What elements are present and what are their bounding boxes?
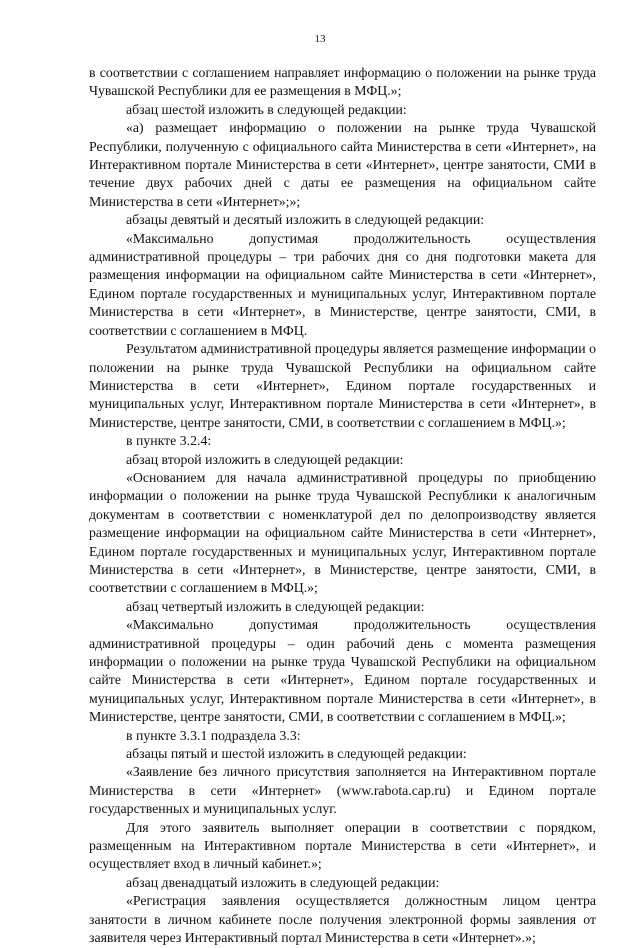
paragraph: «Регистрация заявления осуществляется должностным лицом центра занятости в личном кабинете после получения электронной формы заявления от заявителя через Интерактивный портал Министерства в сети «Интернет».»; xyxy=(89,893,596,946)
paragraph: «Основанием для начала административной процедуры по приобщению информации о положении на рынке труда Чувашской Республики к аналогичным документам в соответствии с номенклатурой дел по делопроизводству является размещение информации на официальном сайте Министерства в сети «Интернет», Едином портале государственных и муниципальных услуг, Интерактивном портале Министерства в сети «Интернет», в Министерстве, центре занятости, СМИ, в соответствии с соглашением в МФЦ.»; xyxy=(89,469,596,596)
paragraph: «а) размещает информацию о положении на рынке труда Чувашской Республики, полученную с официального сайта Министерства в сети «Интернет», на Интерактивном портале Министерства в сети «Интернет», центре занятости, СМИ в течение двух рабочих дней с даты ее размещения на официальном сайте Министерства в сети «Интернет»;»; xyxy=(89,120,596,209)
paragraph: в пункте 3.2.4: xyxy=(126,433,212,449)
paragraph: абзацы пятый и шестой изложить в следующей редакции: xyxy=(126,746,467,762)
paragraph: Результатом административной процедуры является размещение информации о положении на рынке труда Чувашской Республики на официальном сайте Министерства в сети «Интернет», Едином портале государственных и муниципальных услуг, Интерактивном портале Министерства в сети «Интернет», в Министерстве, центре занятости, СМИ, в соответствии с соглашением в МФЦ.»; xyxy=(89,341,596,430)
document-body xyxy=(89,64,596,948)
paragraph: в пункте 3.3.1 подраздела 3.3: xyxy=(126,727,301,743)
paragraph: абзац второй изложить в следующей редакции: xyxy=(126,451,404,467)
paragraph: в соответствии с соглашением направляет информацию о положении на рынке труда Чувашской Республики для ее размещения в МФЦ.»; xyxy=(89,65,596,99)
paragraph: абзац шестой изложить в следующей редакции: xyxy=(126,101,407,117)
paragraph: «Заявление без личного присутствия заполняется на Интерактивном портале Министерства в сети «Интернет» (www.rabota.cap.ru) и Едином портале государственных и муниципальных услуг. xyxy=(89,764,596,817)
paragraph: «Максимально допустимая продолжительность осуществления административной процедуры – три рабочих дня со дня подготовки макета для размещения информации на официальном сайте Министерства в сети «Интернет», Едином портале государственных и муниципальных услуг, Интерактивном портале Министерства в сети «Интернет», в Министерстве, центре занятости, СМИ, в соответствии с соглашением в МФЦ. xyxy=(89,230,596,338)
paragraph: абзац двенадцатый изложить в следующей редакции: xyxy=(126,874,440,890)
paragraph: Для этого заявитель выполняет операции в соответствии с порядком, размещенным на Интерактивном портале Министерства в сети «Интернет», и осуществляет вход в личный кабинет.»; xyxy=(89,819,596,872)
page-number: 13 xyxy=(314,33,326,45)
paragraph: абзацы девятый и десятый изложить в следующей редакции: xyxy=(126,212,485,228)
paragraph: «Максимально допустимая продолжительность осуществления административной процедуры – один рабочий день с момента размещения информации о положении на рынке труда Чувашской Республики на официальном сайте Министерства в сети «Интернет», Едином портале государственных и муниципальных услуг, Интерактивном портале Министерства в сети «Интернет», в Министерстве, центре занятости, СМИ, в соответствии с соглашением в МФЦ.»; xyxy=(89,617,596,725)
paragraph: абзац четвертый изложить в следующей редакции: xyxy=(126,598,425,614)
